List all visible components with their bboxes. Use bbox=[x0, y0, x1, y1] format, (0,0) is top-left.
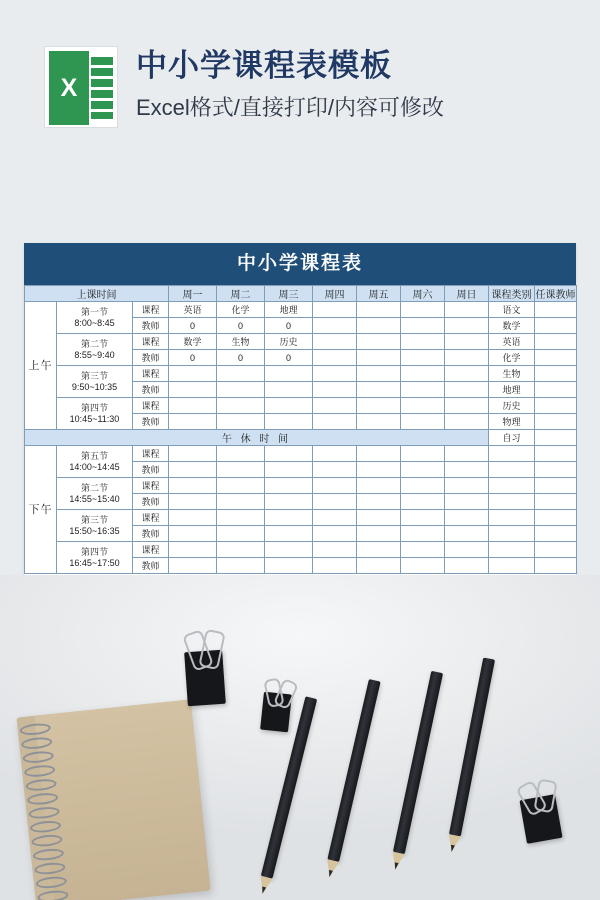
cell-category-teacher-blank[interactable] bbox=[535, 510, 577, 526]
cell-course[interactable]: 数学 bbox=[169, 334, 217, 350]
cell-course[interactable] bbox=[217, 510, 265, 526]
cell-teacher[interactable]: 0 bbox=[169, 350, 217, 366]
cell-teacher[interactable] bbox=[265, 526, 313, 542]
cell-course[interactable] bbox=[357, 302, 401, 318]
cell-teacher[interactable]: 0 bbox=[265, 350, 313, 366]
lunch-break-label: 午 休 时 间 bbox=[25, 430, 489, 446]
period-name: 第三节 bbox=[80, 514, 108, 525]
cell-course[interactable] bbox=[265, 366, 313, 382]
cell-course[interactable] bbox=[217, 478, 265, 494]
cell-course[interactable] bbox=[357, 366, 401, 382]
cell-course[interactable] bbox=[401, 366, 445, 382]
period-time: 8:00~8:45 bbox=[74, 317, 115, 328]
halfday-label-afternoon: 下午 bbox=[25, 446, 57, 574]
rowlabel-teacher: 教师 bbox=[133, 382, 169, 398]
period-cell-a2 bbox=[57, 478, 133, 510]
page-title: 中小学课程表模板 bbox=[136, 48, 392, 83]
period-cell-m1 bbox=[57, 302, 133, 334]
rowlabel-teacher: 教师 bbox=[133, 462, 169, 478]
cell-teacher[interactable] bbox=[357, 526, 401, 542]
cell-course[interactable] bbox=[313, 542, 357, 558]
cell-course[interactable] bbox=[401, 302, 445, 318]
cell-teacher[interactable] bbox=[445, 526, 489, 542]
cell-course[interactable] bbox=[313, 302, 357, 318]
cell-course[interactable] bbox=[445, 542, 489, 558]
cell-teacher[interactable] bbox=[313, 350, 357, 366]
cell-category-teacher-blank[interactable] bbox=[535, 478, 577, 494]
col-day-wed: 周三 bbox=[265, 286, 313, 302]
rowlabel-course: 课程 bbox=[133, 542, 169, 558]
cell-course[interactable] bbox=[169, 510, 217, 526]
cell-category-teacher-blank[interactable] bbox=[535, 558, 577, 574]
binder-clip-object bbox=[260, 692, 292, 733]
cell-category[interactable]: 生物 bbox=[489, 366, 535, 382]
cell-course[interactable]: 化学 bbox=[217, 302, 265, 318]
cell-category[interactable]: 数学 bbox=[489, 318, 535, 334]
cell-teacher[interactable] bbox=[445, 494, 489, 510]
table-row bbox=[25, 510, 577, 526]
desk-photo bbox=[0, 575, 600, 900]
cell-teacher[interactable] bbox=[217, 526, 265, 542]
cell-category-teacher-blank[interactable] bbox=[535, 542, 577, 558]
table-row bbox=[25, 366, 577, 382]
cell-teacher[interactable] bbox=[313, 558, 357, 574]
table-row bbox=[25, 302, 577, 318]
excel-logo-grid-icon bbox=[91, 57, 113, 119]
cell-category-teacher[interactable] bbox=[535, 430, 577, 446]
cell-teacher[interactable]: 0 bbox=[265, 318, 313, 334]
period-time: 14:00~14:45 bbox=[69, 461, 120, 472]
rowlabel-course: 课程 bbox=[133, 478, 169, 494]
cell-course[interactable]: 生物 bbox=[217, 334, 265, 350]
cell-teacher[interactable] bbox=[357, 350, 401, 366]
cell-course[interactable] bbox=[169, 542, 217, 558]
cell-teacher[interactable] bbox=[265, 462, 313, 478]
rowlabel-course: 课程 bbox=[133, 398, 169, 414]
cell-teacher[interactable] bbox=[265, 414, 313, 430]
cell-category-teacher-blank[interactable] bbox=[535, 494, 577, 510]
cell-category-teacher[interactable] bbox=[535, 366, 577, 382]
schedule-table bbox=[24, 285, 577, 574]
cell-teacher[interactable] bbox=[169, 558, 217, 574]
cell-category-teacher[interactable] bbox=[535, 414, 577, 430]
cell-teacher[interactable] bbox=[169, 526, 217, 542]
period-cell-m2 bbox=[57, 334, 133, 366]
rowlabel-course: 课程 bbox=[133, 366, 169, 382]
cell-teacher[interactable] bbox=[401, 318, 445, 334]
cell-teacher[interactable] bbox=[313, 462, 357, 478]
cell-teacher[interactable] bbox=[169, 494, 217, 510]
period-name: 第四节 bbox=[80, 546, 108, 557]
cell-teacher[interactable] bbox=[401, 462, 445, 478]
rowlabel-course: 课程 bbox=[133, 510, 169, 526]
rowlabel-teacher: 教师 bbox=[133, 318, 169, 334]
cell-teacher[interactable] bbox=[357, 494, 401, 510]
cell-category-teacher[interactable] bbox=[535, 398, 577, 414]
cell-category[interactable]: 自习 bbox=[489, 430, 535, 446]
cell-course[interactable] bbox=[217, 398, 265, 414]
cell-course[interactable] bbox=[357, 510, 401, 526]
period-name: 第四节 bbox=[80, 402, 108, 413]
cell-course[interactable] bbox=[445, 510, 489, 526]
rowlabel-teacher: 教师 bbox=[133, 558, 169, 574]
cell-course[interactable] bbox=[401, 478, 445, 494]
cell-category-teacher[interactable] bbox=[535, 382, 577, 398]
cell-category[interactable]: 英语 bbox=[489, 334, 535, 350]
col-category-header: 课程类别 bbox=[489, 286, 535, 302]
page-subtitle: Excel格式/直接打印/内容可修改 bbox=[136, 95, 445, 120]
period-cell-a1 bbox=[57, 446, 133, 478]
cell-category[interactable]: 历史 bbox=[489, 398, 535, 414]
cell-teacher[interactable] bbox=[313, 526, 357, 542]
cell-course[interactable] bbox=[217, 366, 265, 382]
cell-course[interactable] bbox=[357, 334, 401, 350]
cell-teacher[interactable] bbox=[445, 462, 489, 478]
cell-teacher[interactable] bbox=[265, 494, 313, 510]
cell-category-teacher[interactable] bbox=[535, 334, 577, 350]
cell-course[interactable] bbox=[313, 398, 357, 414]
period-name: 第五节 bbox=[80, 450, 108, 461]
cell-teacher[interactable] bbox=[217, 462, 265, 478]
cell-teacher[interactable] bbox=[445, 382, 489, 398]
rowlabel-teacher: 教师 bbox=[133, 414, 169, 430]
cell-teacher[interactable] bbox=[401, 382, 445, 398]
cell-course[interactable] bbox=[401, 510, 445, 526]
col-teacher-header: 任课教师 bbox=[535, 286, 577, 302]
cell-category-blank[interactable] bbox=[489, 462, 535, 478]
cell-course[interactable] bbox=[313, 478, 357, 494]
cell-course[interactable] bbox=[313, 366, 357, 382]
cell-teacher[interactable] bbox=[357, 382, 401, 398]
period-cell-m3 bbox=[57, 366, 133, 398]
cell-course[interactable] bbox=[401, 334, 445, 350]
cell-teacher[interactable] bbox=[401, 558, 445, 574]
cell-course[interactable] bbox=[445, 366, 489, 382]
schedule-sheet bbox=[24, 243, 576, 588]
cell-teacher[interactable] bbox=[169, 382, 217, 398]
cell-teacher[interactable] bbox=[217, 494, 265, 510]
cell-course[interactable] bbox=[313, 510, 357, 526]
cell-teacher[interactable]: 0 bbox=[169, 318, 217, 334]
cell-course[interactable] bbox=[169, 446, 217, 462]
cell-teacher[interactable] bbox=[357, 558, 401, 574]
cell-teacher[interactable] bbox=[169, 462, 217, 478]
period-name: 第二节 bbox=[80, 482, 108, 493]
cell-teacher[interactable]: 0 bbox=[217, 350, 265, 366]
period-cell-m4 bbox=[57, 398, 133, 430]
binder-clip-object bbox=[184, 650, 226, 707]
cell-teacher[interactable] bbox=[217, 558, 265, 574]
cell-course[interactable] bbox=[217, 542, 265, 558]
cell-course[interactable] bbox=[445, 478, 489, 494]
period-name: 第二节 bbox=[80, 338, 108, 349]
cell-course[interactable] bbox=[445, 446, 489, 462]
cell-course[interactable]: 地理 bbox=[265, 302, 313, 318]
cell-course[interactable] bbox=[265, 398, 313, 414]
cell-teacher[interactable] bbox=[357, 462, 401, 478]
cell-teacher[interactable] bbox=[401, 350, 445, 366]
cell-category[interactable]: 语文 bbox=[489, 302, 535, 318]
cell-course[interactable] bbox=[357, 398, 401, 414]
period-time: 8:55~9:40 bbox=[74, 349, 115, 360]
cell-course[interactable] bbox=[401, 446, 445, 462]
cell-category-blank[interactable] bbox=[489, 510, 535, 526]
cell-teacher[interactable] bbox=[401, 494, 445, 510]
col-day-mon: 周一 bbox=[169, 286, 217, 302]
lunch-break-row bbox=[25, 430, 577, 446]
notebook-object bbox=[16, 699, 210, 900]
cell-course[interactable] bbox=[445, 334, 489, 350]
cell-category-blank[interactable] bbox=[489, 494, 535, 510]
cell-category-teacher[interactable] bbox=[535, 302, 577, 318]
cell-teacher[interactable] bbox=[445, 414, 489, 430]
table-row bbox=[25, 398, 577, 414]
cell-course[interactable] bbox=[217, 446, 265, 462]
cell-course[interactable] bbox=[357, 542, 401, 558]
rowlabel-course: 课程 bbox=[133, 334, 169, 350]
cell-course[interactable] bbox=[265, 510, 313, 526]
col-time-header: 上课时间 bbox=[25, 286, 169, 302]
cell-course[interactable] bbox=[169, 478, 217, 494]
col-day-sun: 周日 bbox=[445, 286, 489, 302]
cell-course[interactable] bbox=[445, 398, 489, 414]
cell-category[interactable]: 地理 bbox=[489, 382, 535, 398]
col-day-tue: 周二 bbox=[217, 286, 265, 302]
cell-course[interactable]: 英语 bbox=[169, 302, 217, 318]
rowlabel-teacher: 教师 bbox=[133, 494, 169, 510]
cell-category[interactable]: 物理 bbox=[489, 414, 535, 430]
cell-course[interactable] bbox=[313, 446, 357, 462]
cell-teacher[interactable] bbox=[265, 382, 313, 398]
cell-course[interactable] bbox=[169, 398, 217, 414]
cell-category-blank[interactable] bbox=[489, 478, 535, 494]
period-time: 14:55~15:40 bbox=[69, 493, 120, 504]
cell-teacher[interactable] bbox=[265, 558, 313, 574]
cell-course[interactable] bbox=[401, 542, 445, 558]
cell-teacher[interactable] bbox=[445, 318, 489, 334]
excel-logo-icon bbox=[44, 46, 118, 128]
table-row bbox=[25, 542, 577, 558]
table-row bbox=[25, 446, 577, 462]
rowlabel-course: 课程 bbox=[133, 302, 169, 318]
cell-category-teacher-blank[interactable] bbox=[535, 526, 577, 542]
period-cell-a4 bbox=[57, 542, 133, 574]
halfday-label-morning: 上午 bbox=[25, 302, 57, 430]
table-header-row bbox=[25, 286, 577, 302]
cell-teacher[interactable] bbox=[401, 414, 445, 430]
cell-teacher[interactable] bbox=[357, 414, 401, 430]
cell-teacher[interactable] bbox=[445, 558, 489, 574]
table-row bbox=[25, 478, 577, 494]
binder-clip-object bbox=[519, 794, 562, 844]
cell-teacher[interactable] bbox=[313, 382, 357, 398]
sheet-title: 中小学课程表 bbox=[24, 243, 576, 285]
cell-course[interactable]: 历史 bbox=[265, 334, 313, 350]
col-day-fri: 周五 bbox=[357, 286, 401, 302]
cell-course[interactable] bbox=[265, 542, 313, 558]
cell-teacher[interactable] bbox=[401, 526, 445, 542]
cell-category-blank[interactable] bbox=[489, 542, 535, 558]
period-time: 16:45~17:50 bbox=[69, 557, 120, 568]
cell-teacher[interactable] bbox=[313, 414, 357, 430]
cell-teacher[interactable] bbox=[313, 318, 357, 334]
period-cell-a3 bbox=[57, 510, 133, 542]
cell-category[interactable]: 化学 bbox=[489, 350, 535, 366]
cell-category-blank[interactable] bbox=[489, 526, 535, 542]
cell-teacher[interactable] bbox=[445, 350, 489, 366]
cell-category-blank[interactable] bbox=[489, 558, 535, 574]
cell-category-blank[interactable] bbox=[489, 446, 535, 462]
cell-course[interactable] bbox=[401, 398, 445, 414]
cell-course[interactable] bbox=[169, 366, 217, 382]
col-day-sat: 周六 bbox=[401, 286, 445, 302]
cell-course[interactable] bbox=[265, 478, 313, 494]
cell-category-teacher[interactable] bbox=[535, 318, 577, 334]
cell-teacher[interactable] bbox=[357, 318, 401, 334]
cell-course[interactable] bbox=[445, 302, 489, 318]
table-row bbox=[25, 334, 577, 350]
cell-category-teacher-blank[interactable] bbox=[535, 446, 577, 462]
cell-course[interactable] bbox=[357, 446, 401, 462]
cell-course[interactable] bbox=[265, 446, 313, 462]
cell-course[interactable] bbox=[357, 478, 401, 494]
period-time: 9:50~10:35 bbox=[71, 381, 118, 392]
period-name: 第一节 bbox=[80, 306, 108, 317]
cell-category-teacher[interactable] bbox=[535, 350, 577, 366]
period-time: 15:50~16:35 bbox=[69, 525, 120, 536]
period-time: 10:45~11:30 bbox=[69, 413, 120, 424]
cell-category-teacher-blank[interactable] bbox=[535, 462, 577, 478]
rowlabel-teacher: 教师 bbox=[133, 350, 169, 366]
rowlabel-teacher: 教师 bbox=[133, 526, 169, 542]
col-day-thu: 周四 bbox=[313, 286, 357, 302]
cell-teacher[interactable]: 0 bbox=[217, 318, 265, 334]
promo-header bbox=[0, 0, 600, 160]
cell-teacher[interactable] bbox=[217, 414, 265, 430]
cell-teacher[interactable] bbox=[313, 494, 357, 510]
period-name: 第三节 bbox=[80, 370, 108, 381]
excel-logo-letter: X bbox=[60, 74, 78, 102]
cell-course[interactable] bbox=[313, 334, 357, 350]
cell-teacher[interactable] bbox=[217, 382, 265, 398]
rowlabel-course: 课程 bbox=[133, 446, 169, 462]
cell-teacher[interactable] bbox=[169, 414, 217, 430]
